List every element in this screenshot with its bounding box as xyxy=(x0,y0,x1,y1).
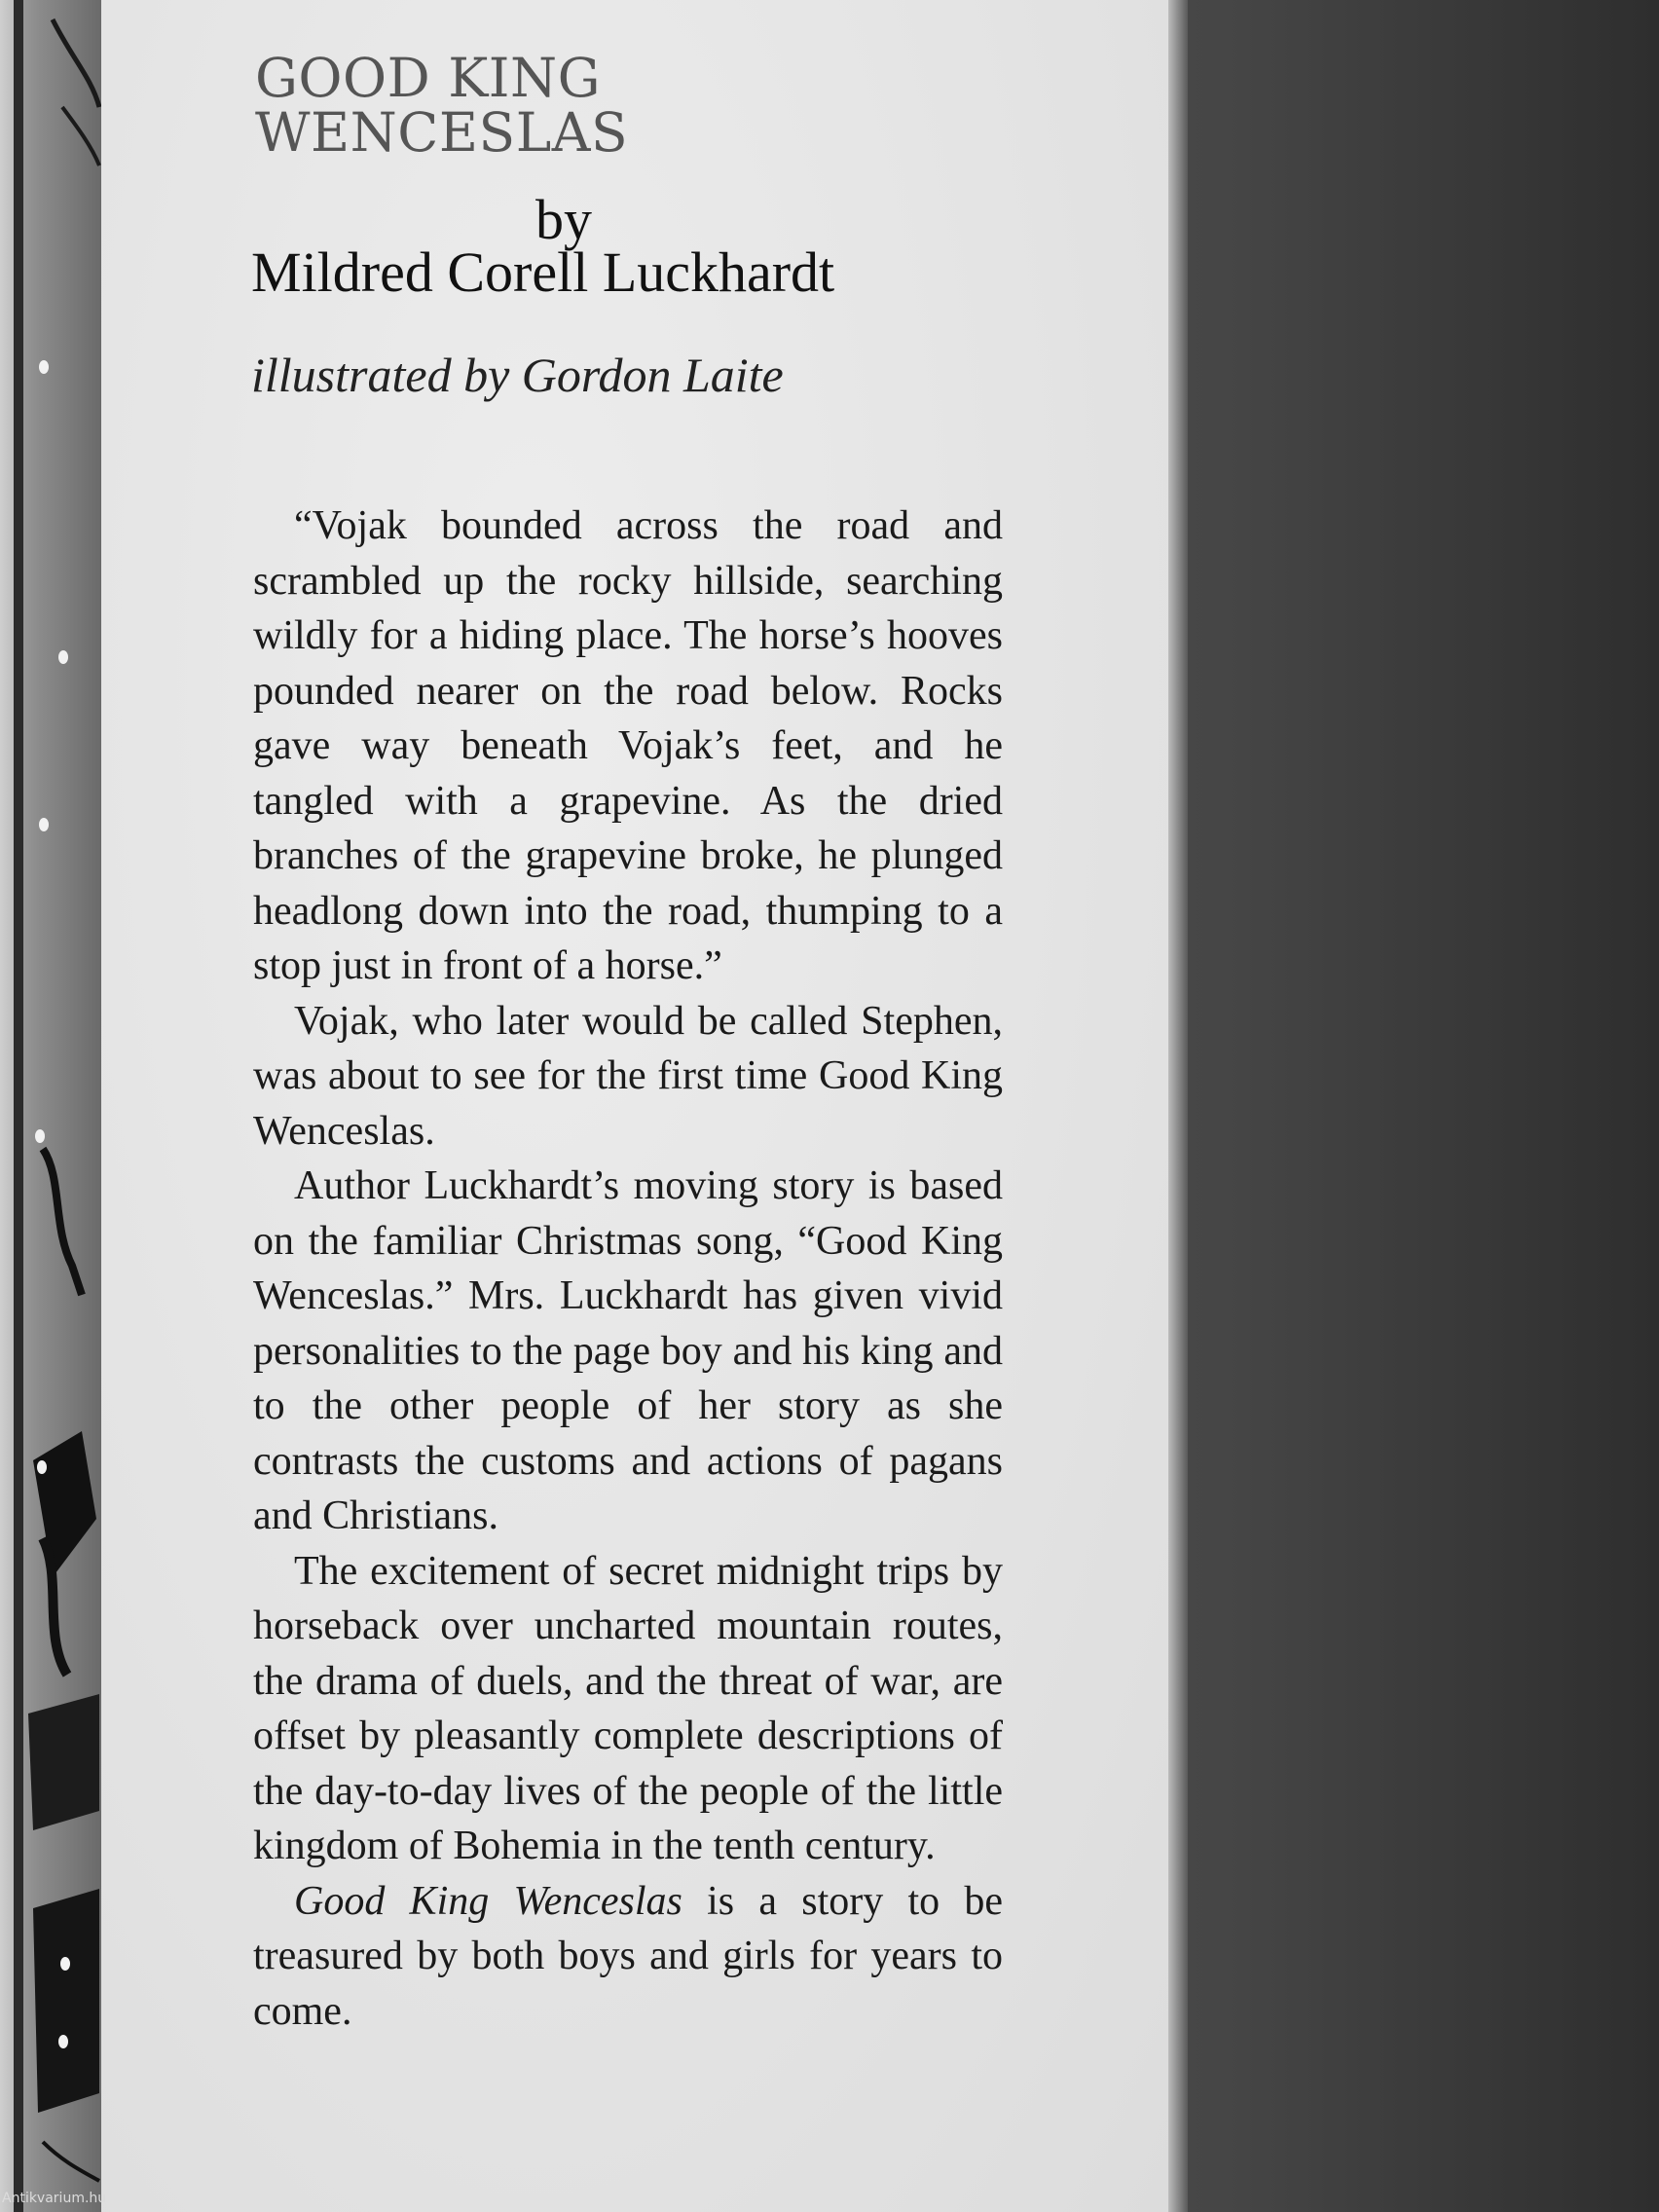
blurb-paragraph-4: The excitement of secret midnight trips by horseback over uncharted mountain routes, the drama of duels, and the threat of war, are offset by pleasantly complete descriptions of the day-to-day lives of the people of the little kingdom of Bohemia in the tenth century. xyxy=(253,1548,1003,1868)
page-edge-shadow xyxy=(1168,0,1188,2212)
book-title xyxy=(255,47,629,164)
snow-dot xyxy=(58,2035,68,2048)
byline-by: by xyxy=(535,188,592,251)
watermark: Antikvarium.hu xyxy=(2,2191,107,2206)
illustration-fragment xyxy=(23,0,101,2212)
snow-dot xyxy=(39,818,49,831)
book-title-italic: Good King Wenceslas xyxy=(294,1878,682,1924)
book-title-line-2: WENCESLAS xyxy=(255,101,629,164)
blurb-paragraph-2: Vojak, who later would be called Stephen, was about to see for the first time Good King Wenceslas. xyxy=(253,998,1003,1154)
snow-dot xyxy=(39,360,49,374)
blurb-text xyxy=(253,498,1003,2039)
book-spine xyxy=(14,0,23,2212)
adjacent-page-illustration-edge xyxy=(0,0,101,2212)
blurb-paragraph-5-rest: is a story to be treasured by both boys and girls for years to come. xyxy=(253,1878,1003,2034)
snow-dot xyxy=(58,650,68,664)
illustrator-credit: illustrated by Gordon Laite xyxy=(251,348,784,402)
snow-dot xyxy=(37,1460,47,1474)
snow-dot xyxy=(35,1129,45,1143)
blurb-paragraph-5 xyxy=(253,1874,1003,2040)
author-name: Mildred Corell Luckhardt xyxy=(251,240,835,304)
blurb-paragraph-3: Author Luckhardt’s moving story is based on the familiar Christmas song, “Good King Wenceslas.” Mrs. Luckhardt has given vivid personalities to the page boy and his king and to the other people of her story as she contrasts the customs and actions of pagans and Christians. xyxy=(253,1163,1003,1538)
book-title-line-1: GOOD KING xyxy=(255,47,602,109)
snow-dot xyxy=(60,1957,70,1971)
blurb-paragraph-1: “Vojak bounded across the road and scrambled up the rocky hillside, searching wildly for a hiding place. The horse’s hooves pounded nearer on the road below. Rocks gave way beneath Vojak’s feet, and he tangled with a grapevine. As the dried branches of the grapevine broke, he plunged headlong down into the road, thumping to a stop just in front of a horse.” xyxy=(253,503,1003,988)
